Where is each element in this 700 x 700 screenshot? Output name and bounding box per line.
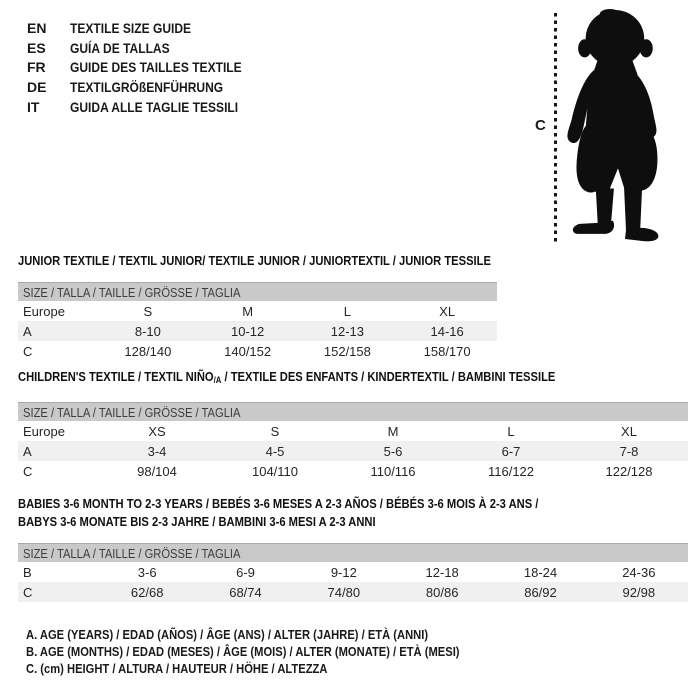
- size-cell: 6-7: [501, 443, 521, 459]
- size-cell: 80/86: [425, 584, 459, 600]
- language-list: [27, 18, 270, 117]
- row-label: B: [23, 564, 32, 580]
- size-header-bar: [18, 543, 688, 562]
- children-size-table: [18, 402, 688, 481]
- table-row: [18, 441, 688, 461]
- language-row: [27, 18, 270, 38]
- height-measure-label: C: [535, 117, 546, 134]
- toddler-silhouette-icon: [557, 7, 689, 245]
- size-cell: L: [507, 423, 515, 439]
- size-cell: 128/140: [124, 343, 172, 359]
- size-cell: XL: [621, 423, 637, 439]
- row-label: A: [23, 323, 32, 339]
- size-header-text: SIZE / TALLA / TAILLE / GRÖSSE / TAGLIA: [23, 284, 241, 300]
- size-cell: 122/128: [605, 463, 653, 479]
- row-label: A: [23, 443, 32, 459]
- row-label: C: [23, 343, 33, 359]
- language-row: [27, 58, 270, 78]
- size-cell: 7-8: [619, 443, 639, 459]
- footnotes: [26, 627, 530, 678]
- footnote-height: C. (cm) HEIGHT / ALTURA / HAUTEUR / HÖHE / ALTEZZA: [26, 660, 328, 676]
- children-table-title: [18, 369, 643, 385]
- size-cell: 92/98: [622, 584, 656, 600]
- size-cell: M: [242, 303, 254, 319]
- size-cell: XL: [439, 303, 456, 319]
- footnote-age-years: A. AGE (YEARS) / EDAD (AÑOS) / ÂGE (ANS) / ALTER (JAHRE) / ETÀ (ANNI): [26, 627, 429, 642]
- size-cell: 10-12: [231, 323, 265, 339]
- babies-table-title: [18, 495, 623, 530]
- babies-title-line2: BABYS 3-6 MONATE BIS 2-3 JAHRE / BAMBINI 3-6 MESI A 2-3 ANNI: [18, 513, 376, 529]
- table-row: [18, 321, 497, 341]
- table-row: [18, 582, 688, 602]
- children-table-title-text: [18, 369, 555, 385]
- language-label: GUÍA DE TALLAS: [70, 39, 170, 56]
- junior-size-table: [18, 282, 497, 361]
- junior-table-title: [18, 253, 568, 268]
- size-cell: L: [343, 303, 351, 319]
- language-code: DE: [27, 79, 47, 96]
- size-cell: 62/68: [130, 584, 164, 600]
- language-code: EN: [27, 19, 47, 36]
- language-label: TEXTILE SIZE GUIDE: [70, 19, 192, 36]
- size-cell: 152/158: [323, 343, 371, 359]
- size-header-bar: [18, 402, 688, 421]
- size-cell: 14-16: [430, 323, 464, 339]
- table-row: [18, 301, 497, 321]
- babies-size-table: [18, 543, 688, 602]
- size-cell: 8-10: [134, 323, 161, 339]
- table-row: [18, 421, 688, 441]
- size-cell: 158/170: [423, 343, 471, 359]
- size-cell: 140/152: [224, 343, 272, 359]
- size-cell: 6-9: [236, 564, 255, 580]
- size-cell: 86/92: [524, 584, 557, 600]
- language-code: FR: [27, 59, 46, 76]
- size-cell: M: [387, 423, 399, 439]
- size-header-text: SIZE / TALLA / TAILLE / GRÖSSE / TAGLIA: [23, 545, 241, 561]
- size-cell: 98/104: [137, 463, 177, 479]
- size-cell: XS: [148, 423, 166, 439]
- junior-table-title-text: JUNIOR TEXTILE / TEXTIL JUNIOR/ TEXTILE JUNIOR / JUNIORTEXTIL / JUNIOR TESSILE: [18, 253, 491, 268]
- size-cell: 74/80: [327, 584, 361, 600]
- language-code: IT: [27, 99, 40, 116]
- babies-title-line1: BABIES 3-6 MONTH TO 2-3 YEARS / BEBÉS 3-6 MESES A 2-3 AÑOS / BÉBÉS 3-6 MOIS À 2-3 ANS /: [18, 496, 539, 511]
- language-label: GUIDE DES TAILLES TEXTILE: [70, 59, 242, 76]
- table-row: [18, 461, 688, 481]
- table-row: [18, 341, 497, 361]
- size-cell: 104/110: [251, 463, 299, 479]
- size-cell: 5-6: [383, 443, 403, 459]
- table-row: [18, 562, 688, 582]
- size-cell: 9-12: [330, 564, 357, 580]
- language-row: [27, 38, 270, 58]
- title-part-subscript: /A: [213, 375, 222, 385]
- size-cell: 110/116: [370, 463, 416, 479]
- language-row: [27, 77, 270, 97]
- language-label: TEXTILGRÖßENFÜHRUNG: [70, 79, 224, 96]
- title-part: / TEXTILE DES ENFANTS / KINDERTEXTIL / BAMBINI TESSILE: [221, 369, 556, 384]
- size-cell: 116/122: [487, 463, 535, 479]
- size-cell: S: [143, 303, 153, 319]
- size-header-text: SIZE / TALLA / TAILLE / GRÖSSE / TAGLIA: [23, 404, 241, 420]
- size-cell: 18-24: [523, 564, 558, 580]
- size-cell: 68/74: [229, 584, 262, 600]
- size-cell: 4-5: [265, 443, 285, 459]
- row-label: C: [23, 463, 33, 479]
- language-code: ES: [27, 39, 46, 56]
- title-part: CHILDREN'S TEXTILE / TEXTIL NIÑO: [18, 369, 214, 384]
- row-label: Europe: [23, 423, 65, 439]
- row-label: Europe: [23, 303, 65, 319]
- footnote-age-months: B. AGE (MONTHS) / EDAD (MESES) / ÂGE (MOIS) / ALTER (MONATE) / ETÀ (MESI): [26, 643, 460, 659]
- language-row: [27, 97, 270, 117]
- size-cell: S: [270, 423, 280, 439]
- row-label: C: [23, 584, 33, 600]
- size-cell: 3-4: [147, 443, 167, 459]
- size-cell: 24-36: [622, 564, 656, 580]
- size-cell: 12-13: [330, 323, 364, 339]
- language-label: GUIDA ALLE TAGLIE TESSILI: [70, 99, 239, 116]
- size-cell: 12-18: [425, 564, 459, 580]
- size-header-bar: [18, 282, 497, 301]
- size-cell: 3-6: [137, 564, 157, 580]
